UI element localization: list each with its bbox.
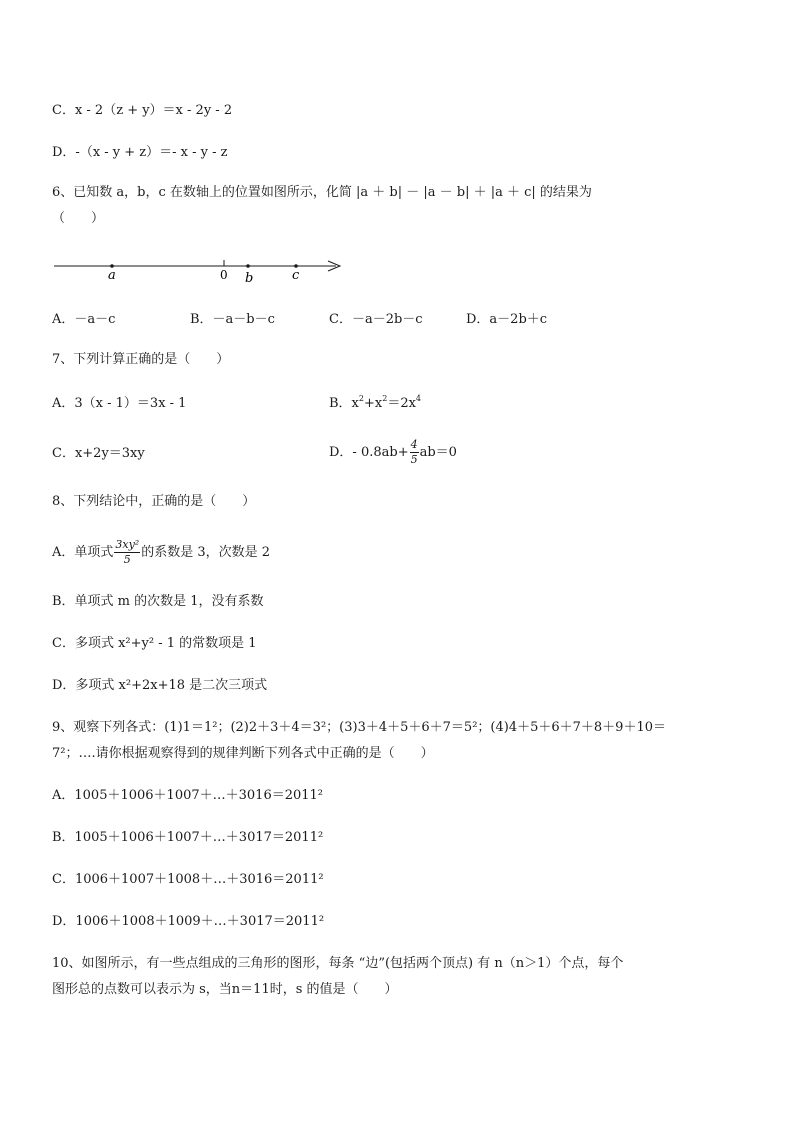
q7-d-pre: D．- 0.8ab+ bbox=[329, 445, 409, 460]
number-line bbox=[50, 252, 350, 292]
q7-d-post: ab＝0 bbox=[419, 445, 457, 460]
q7-option-a: A．3（x - 1）＝3x - 1 bbox=[52, 396, 187, 411]
q8-a-numerator: 3xy² bbox=[115, 538, 140, 551]
q7-d-numerator: 4 bbox=[410, 438, 418, 451]
point-b bbox=[246, 264, 250, 268]
q6-option-d: D．a－2b＋c bbox=[466, 312, 548, 327]
q8-option-b: B．单项式 m 的次数是 1，没有系数 bbox=[52, 594, 264, 609]
q10-stem-line2: 图形总的点数可以表示为 s，当n＝11时，s 的值是（ ） bbox=[52, 982, 398, 997]
q10-stem-line1: 10、如图所示，有一些点组成的三角形的图形，每条 “边”(包括两个顶点) 有 n（n＞1）个点，每个 bbox=[52, 956, 624, 971]
label-b: b bbox=[245, 271, 254, 286]
q7-option-d bbox=[329, 433, 457, 473]
q7-d-denominator: 5 bbox=[410, 453, 418, 466]
q9-option-a: A．1005＋1006＋1007＋…＋3016＝2011² bbox=[52, 788, 324, 803]
q8-option-d: D．多项式 x²+2x+18 是二次三项式 bbox=[52, 678, 268, 693]
q5-option-d: D．-（x - y + z）＝- x - y - z bbox=[52, 145, 228, 160]
q8-a-denominator: 5 bbox=[123, 553, 131, 566]
q9-stem-line2: 7²；….请你根据观察得到的规律判断下列各式中正确的是（ ） bbox=[52, 746, 434, 761]
q7-b-exp1: 2 bbox=[358, 394, 364, 403]
q8-option-c: C．多项式 x²+y² - 1 的常数项是 1 bbox=[52, 636, 257, 651]
label-c: c bbox=[292, 268, 300, 283]
q7-b-pre: B．x bbox=[329, 396, 359, 411]
q8-a-post: 的系数是 3，次数是 2 bbox=[141, 545, 271, 560]
q6-option-a: A．－a－c bbox=[52, 312, 116, 327]
q7-b-post: ＝2x bbox=[387, 396, 416, 411]
q5-option-c: C．x - 2（z + y）＝x - 2y - 2 bbox=[52, 103, 233, 118]
label-zero: 0 bbox=[220, 268, 228, 282]
q9-stem-line1: 9、观察下列各式：(1)1＝1²；(2)2＋3＋4＝3²；(3)3＋4＋5＋6＋7＝5²；(4)4＋5＋6＋7＋8＋9＋10＝ bbox=[52, 720, 666, 735]
q6-stem: 6、已知数 a，b，c 在数轴上的位置如图所示，化简 |a ＋ b| － |a － b| ＋ |a ＋ c| 的结果为 bbox=[52, 185, 592, 200]
q8-stem: 8、下列结论中，正确的是（ ） bbox=[52, 494, 256, 509]
q6-option-b: B．－a－b－c bbox=[190, 312, 275, 327]
q8-a-fraction bbox=[114, 538, 140, 567]
label-a: a bbox=[108, 268, 116, 283]
q7-d-fraction bbox=[410, 438, 419, 467]
q9-option-b: B．1005＋1006＋1007＋…＋3017＝2011² bbox=[52, 830, 324, 845]
q6-paren: （ ） bbox=[52, 211, 105, 226]
q9-option-c: C．1006＋1007＋1008＋…＋3016＝2011² bbox=[52, 872, 324, 887]
q7-b-mid: +x bbox=[363, 396, 383, 411]
q8-a-pre: A．单项式 bbox=[52, 545, 114, 560]
q6-option-c: C．－a－2b－c bbox=[329, 312, 423, 327]
q7-stem: 7、下列计算正确的是（ ） bbox=[52, 352, 230, 367]
q7-option-b bbox=[329, 395, 421, 413]
q9-option-d: D．1006＋1008＋1009＋…＋3017＝2011² bbox=[52, 914, 325, 929]
q7-b-exp2: 2 bbox=[382, 394, 388, 403]
q8-option-a bbox=[52, 533, 270, 573]
q7-b-exp3: 4 bbox=[415, 394, 422, 403]
q7-option-c: C．x+2y＝3xy bbox=[52, 446, 145, 461]
